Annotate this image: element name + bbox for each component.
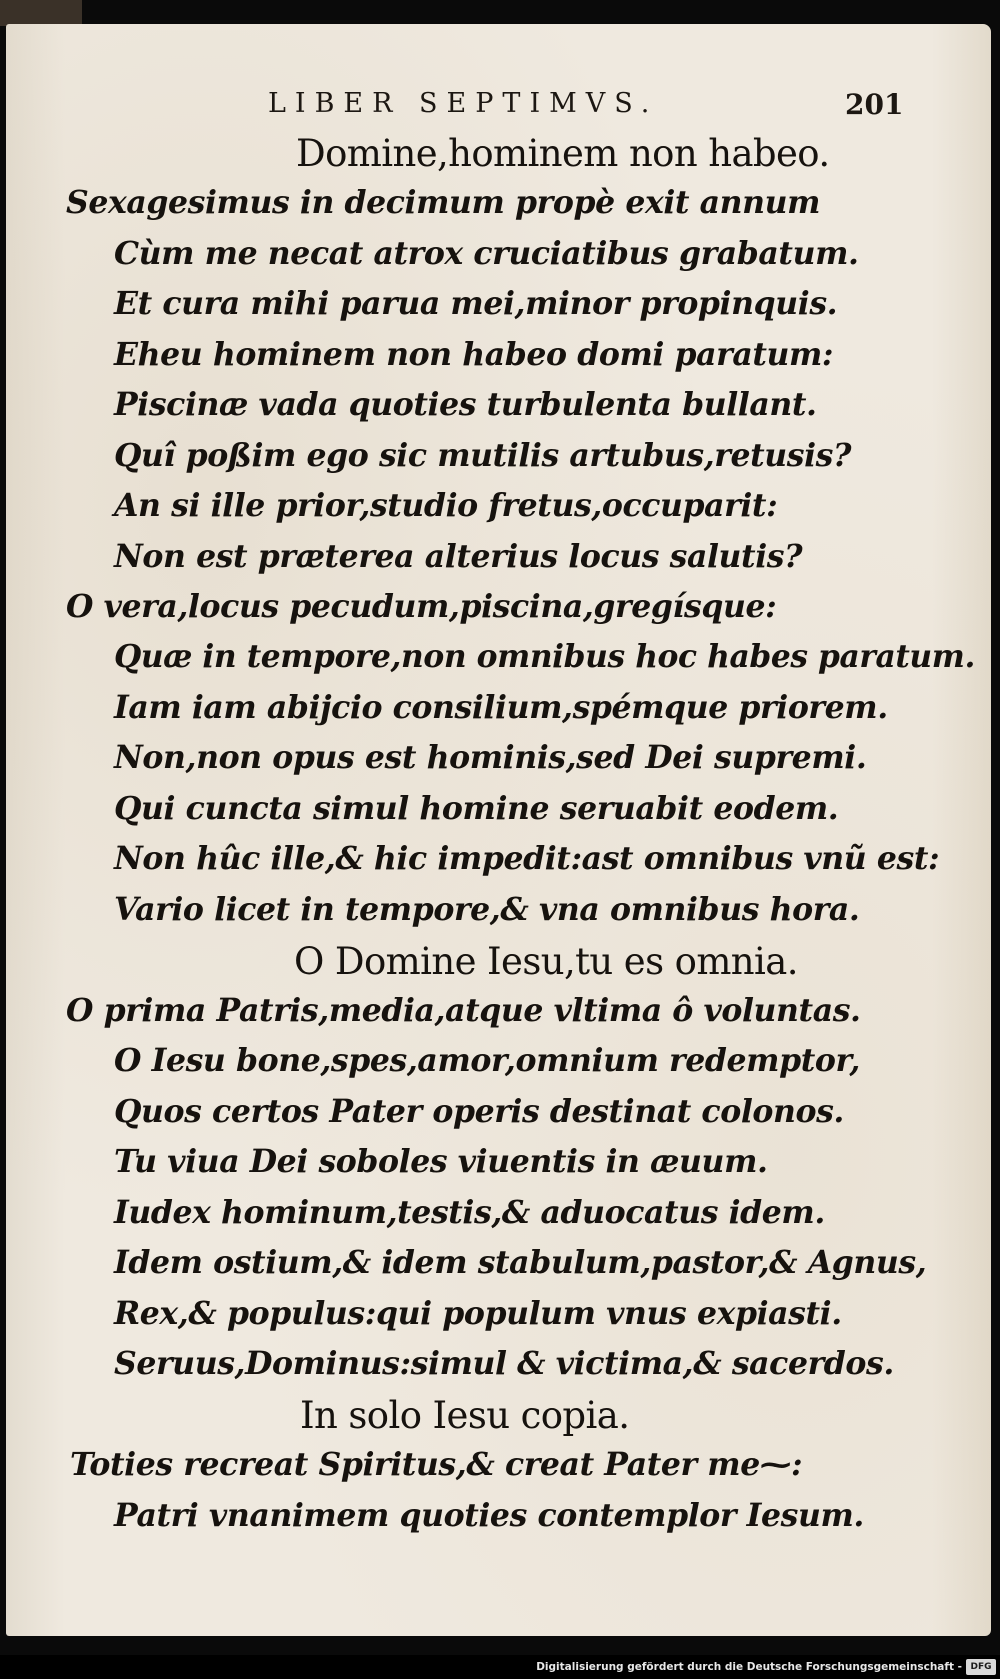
verse-line: Quæ in tempore,non omnibus hoc habes paratum. xyxy=(114,638,975,675)
verse-line: Rex,& populus:qui populum vnus expiasti. xyxy=(114,1295,842,1332)
verse-line: Patri vnanimem quoties contemplor Iesum. xyxy=(114,1497,864,1534)
verse-line: Cùm me necat atrox cruciatibus grabatum. xyxy=(114,235,859,272)
digitization-credit: Digitalisierung gefördert durch die Deutsche Forschungsgemeinschaft - xyxy=(536,1661,962,1673)
verse-line: Non est præterea alterius locus salutis? xyxy=(114,538,803,575)
verse-line: Piscinæ vada quoties turbulenta bullant. xyxy=(114,386,817,423)
section-title-o-domine: O Domine Iesu,tu es omnia. xyxy=(294,940,798,983)
verse-line: Iudex hominum,testis,& aduocatus idem. xyxy=(114,1194,825,1231)
verse-line: Non hûc ille,& hic impedit:ast omnibus vnũ est: xyxy=(114,840,940,877)
section-title-domine: Domine,hominem non habeo. xyxy=(296,132,830,175)
verse-line: Idem ostium,& idem stabulum,pastor,& Agnus, xyxy=(114,1244,927,1281)
running-head: LIBER SEPTIMVS. xyxy=(268,88,659,119)
page-number: 201 xyxy=(845,88,904,121)
verse-line: Vario licet in tempore,& vna omnibus hora. xyxy=(114,891,860,928)
verse-line: Qui cuncta simul homine seruabit eodem. xyxy=(114,790,839,827)
verse-line: Quî poßim ego sic mutilis artubus,retusis? xyxy=(114,437,852,474)
verse-line: O Iesu bone,spes,amor,omnium redemptor, xyxy=(114,1042,860,1079)
dfg-logo: DFG xyxy=(966,1659,996,1675)
verse-line: Tu viua Dei soboles viuentis in æuum. xyxy=(114,1143,768,1180)
verse-line: Toties recreat Spiritus,& creat Pater me⁓: xyxy=(70,1446,803,1483)
verse-line: Seruus,Dominus:simul & victima,& sacerdos. xyxy=(114,1345,894,1382)
verse-line: Et cura mihi parua mei,minor propinquis. xyxy=(114,285,838,322)
book-spine-edge xyxy=(0,0,82,26)
verse-line: O prima Patris,media,atque vltima ô voluntas. xyxy=(66,992,861,1029)
verse-line: Eheu hominem non habeo domi paratum: xyxy=(114,336,834,373)
verse-line: An si ille prior,studio fretus,occuparit: xyxy=(114,487,778,524)
verse-line: Sexagesimus in decimum propè exit annum xyxy=(66,184,821,221)
verse-line: Non,non opus est hominis,sed Dei supremi. xyxy=(114,739,867,776)
verse-line: Iam iam abijcio consilium,spémque priorem. xyxy=(114,689,888,726)
verse-line: O vera,locus pecudum,piscina,gregísque: xyxy=(66,588,777,625)
section-title-in-solo: In solo Iesu copia. xyxy=(300,1394,630,1437)
verse-line: Quos certos Pater operis destinat colonos. xyxy=(114,1093,845,1130)
